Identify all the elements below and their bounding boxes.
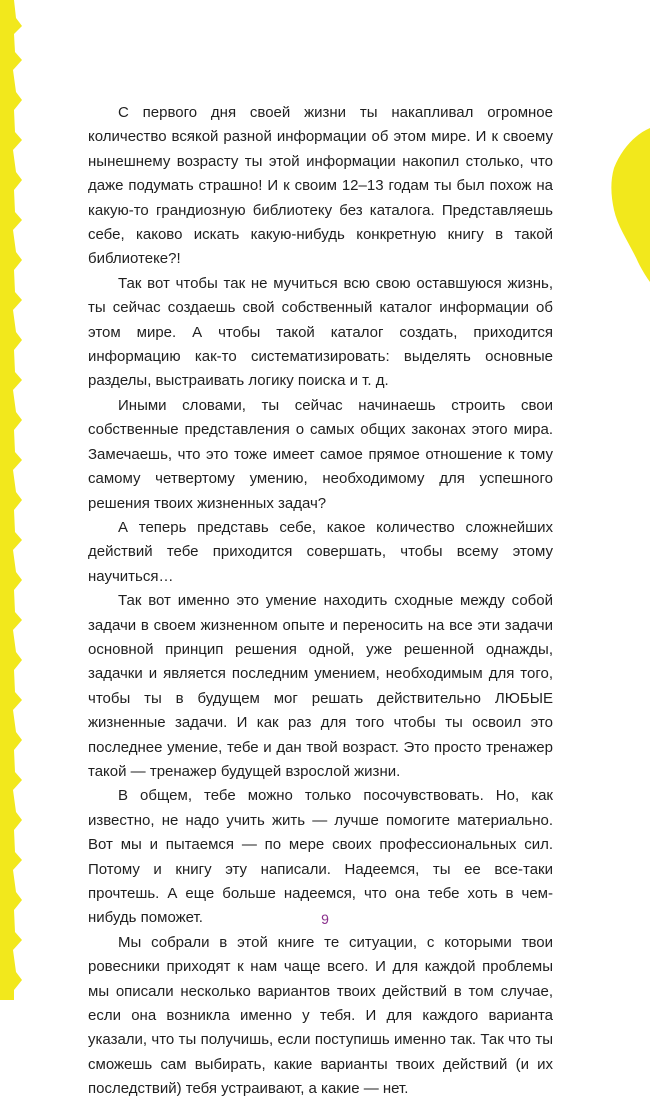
paragraph-1: С первого дня своей жизни ты накапливал огромное количество всякой разной информации об этом мире. И к своему нынешнему возрасту ты этой информации накопил столько, что даже подумать страшно! И к своим 12–13 годам ты был похож на какую-то грандиозную библиотеку без каталога. Представляешь себе, каково искать какую-нибудь конкретную книгу в такой библиотеке?!: [88, 104, 553, 268]
body-text: [88, 101, 553, 1102]
left-decorative-strip: [0, 0, 22, 1000]
paragraph-3: Иными словами, ты сейчас начинаешь строить свои собственные представления о самых общих законах этого мира. Замечаешь, что это тоже имеет самое прямое отношение к тому самому четвертому умению, необходимому для успешного решения твоих жизненных задач?: [88, 396, 553, 512]
paragraph-6: В общем, тебе можно только посочувствовать. Но, как известно, не надо учить жить — лучше помогите материально. Вот мы и пытаемся — по мере своих профессиональных сил. Потому и книгу эту написали. Надеемся, ты ее все-таки прочтешь. А еще больше надеемся, что она тебе хоть в чем-нибудь поможет.: [88, 787, 553, 927]
paragraph-4: А теперь представь себе, какое количество сложнейших действий тебе приходится совершать, чтобы всему этому научиться…: [88, 518, 553, 585]
page-number: 9: [321, 911, 329, 927]
right-blob-shape: [611, 128, 650, 282]
paragraph-7: Мы собрали в этой книге те ситуации, с которыми твои ровесники приходят к нам чаще всего. И для каждой проблемы мы описали несколько вариантов твоих действий в том случае, если она возникла именно у тебя. И для каждого варианта указали, что ты получишь, если поступишь именно так. Так что ты сможешь сам выбирать, какие варианты твоих действий (и их последствий) тебя устраивают, а какие — нет.: [88, 933, 553, 1098]
paragraph-2: Так вот чтобы так не мучиться всю свою оставшуюся жизнь, ты сейчас создаешь свой собственный каталог информации об этом мире. А чтобы такой каталог создать, приходится информацию как-то систематизировать: выделять основные разделы, выстраивать логику поиска и т. д.: [88, 274, 553, 390]
left-strip-shape: [0, 0, 22, 1000]
paragraph-5: Так вот именно это умение находить сходные между собой задачи в своем жизненном опыте и переносить на все эти задачи основной принцип решения одной, уже решенной однажды, задачки и является последним умением, необходимым для того, чтобы ты в будущем мог решать действительно ЛЮБЫЕ жизненные задачи. И как раз для того чтобы ты освоил это последнее умение, тебе и дан твой возраст. Это просто тренажер такой — тренажер будущей взрослой жизни.: [88, 592, 553, 780]
right-decorative-blob: [580, 0, 650, 1000]
